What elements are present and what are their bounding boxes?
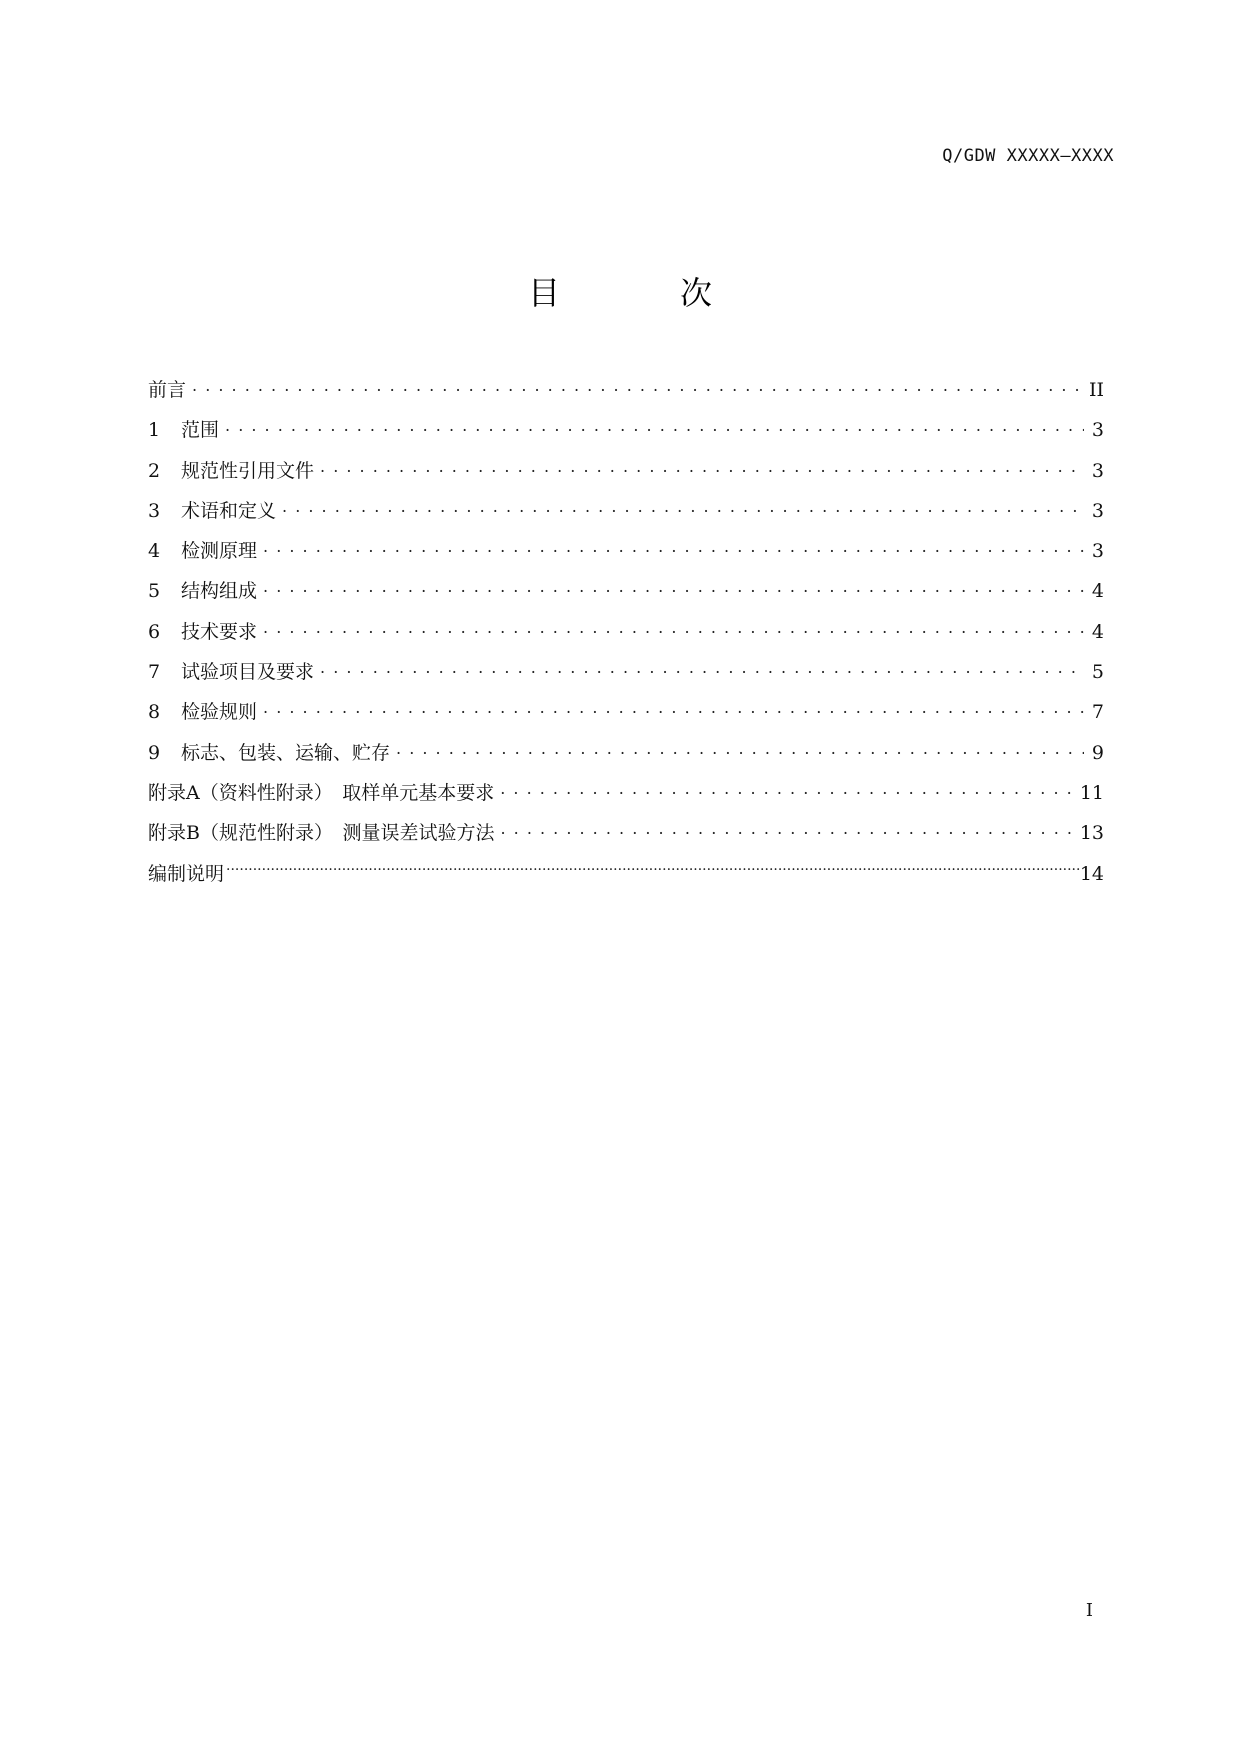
toc-entry-number: 4: [148, 540, 161, 563]
page-number: I: [1085, 1600, 1093, 1621]
toc-entry-number: 6: [148, 620, 161, 643]
toc-entry-label: 附录B（规范性附录） 测量误差试验方法: [148, 822, 495, 845]
toc-entry-number: 9: [148, 741, 161, 764]
toc-leader-dots: [263, 698, 1084, 718]
toc-entry-number: 7: [148, 661, 161, 684]
toc-leader-dots: [396, 739, 1084, 759]
toc-leader-dots: [226, 860, 1080, 880]
toc-entry-page: 7: [1091, 701, 1104, 724]
toc-leader-dots: [500, 779, 1074, 799]
toc-entry-number: 8: [148, 701, 161, 724]
toc-entry-appendix-a[interactable]: [148, 773, 1104, 813]
toc-entry-technical-requirements[interactable]: [148, 612, 1104, 652]
toc-list: [148, 370, 1104, 894]
toc-entry-normative-references[interactable]: [148, 451, 1104, 491]
toc-entry-number: 2: [148, 459, 161, 482]
toc-entry-label: 检测原理: [181, 540, 258, 563]
toc-entry-foreword[interactable]: [148, 370, 1104, 410]
toc-entry-number: 1: [148, 419, 161, 442]
toc-entry-page: 4: [1091, 580, 1104, 603]
toc-title-char-1: 目: [527, 274, 560, 312]
toc-leader-dots: [192, 376, 1083, 396]
toc-entry-number: 5: [148, 580, 161, 603]
toc-entry-label: 技术要求: [181, 620, 258, 643]
toc-entry-label: 规范性引用文件: [181, 459, 315, 482]
toc-leader-dots: [225, 416, 1084, 436]
toc-entry-label: 范围: [181, 419, 220, 442]
toc-entry-label: 检验规则: [181, 701, 258, 724]
toc-entry-page: 13: [1079, 822, 1104, 845]
toc-entry-structure[interactable]: [148, 571, 1104, 611]
toc-entry-page: II: [1088, 379, 1104, 401]
toc-entry-page: 5: [1091, 661, 1104, 684]
toc-leader-dots: [263, 577, 1084, 597]
toc-entry-page: 14: [1079, 862, 1104, 885]
toc-entry-inspection-rules[interactable]: [148, 692, 1104, 732]
toc-entry-label: 编制说明: [148, 862, 225, 885]
toc-entry-label: 附录A（资料性附录） 取样单元基本要求: [148, 781, 495, 804]
toc-entry-test-items[interactable]: [148, 652, 1104, 692]
toc-entry-compilation-notes[interactable]: [148, 854, 1104, 894]
toc-entry-marking-packaging[interactable]: [148, 733, 1104, 773]
toc-entry-label: 术语和定义: [181, 499, 277, 522]
toc-entry-page: 9: [1091, 741, 1104, 764]
toc-leader-dots: [320, 658, 1084, 678]
toc-entry-page: 4: [1091, 620, 1104, 643]
toc-title: [0, 268, 1240, 314]
toc-entry-page: 3: [1091, 499, 1104, 522]
toc-title-char-2: 次: [680, 274, 713, 312]
toc-entry-label: 前言: [148, 379, 187, 401]
toc-leader-dots: [500, 819, 1073, 839]
toc-entry-number: 3: [148, 499, 161, 522]
standard-code: Q/GDW XXXXX—XXXX: [942, 146, 1114, 166]
toc-entry-label: 试验项目及要求: [181, 661, 315, 684]
toc-entry-label: 结构组成: [181, 580, 258, 603]
toc-leader-dots: [320, 457, 1084, 477]
toc-entry-page: 3: [1091, 459, 1104, 482]
toc-leader-dots: [263, 537, 1084, 557]
toc-entry-terms-definitions[interactable]: [148, 491, 1104, 531]
toc-leader-dots: [282, 497, 1084, 517]
toc-entry-detection-principle[interactable]: [148, 531, 1104, 571]
toc-entry-appendix-b[interactable]: [148, 813, 1104, 853]
toc-entry-page: 3: [1091, 540, 1104, 563]
toc-entry-page: 3: [1091, 419, 1104, 442]
toc-entry-label: 标志、包装、运输、贮存: [181, 741, 391, 764]
toc-leader-dots: [263, 618, 1084, 638]
toc-entry-page: 11: [1079, 781, 1104, 804]
toc-entry-scope[interactable]: [148, 410, 1104, 450]
